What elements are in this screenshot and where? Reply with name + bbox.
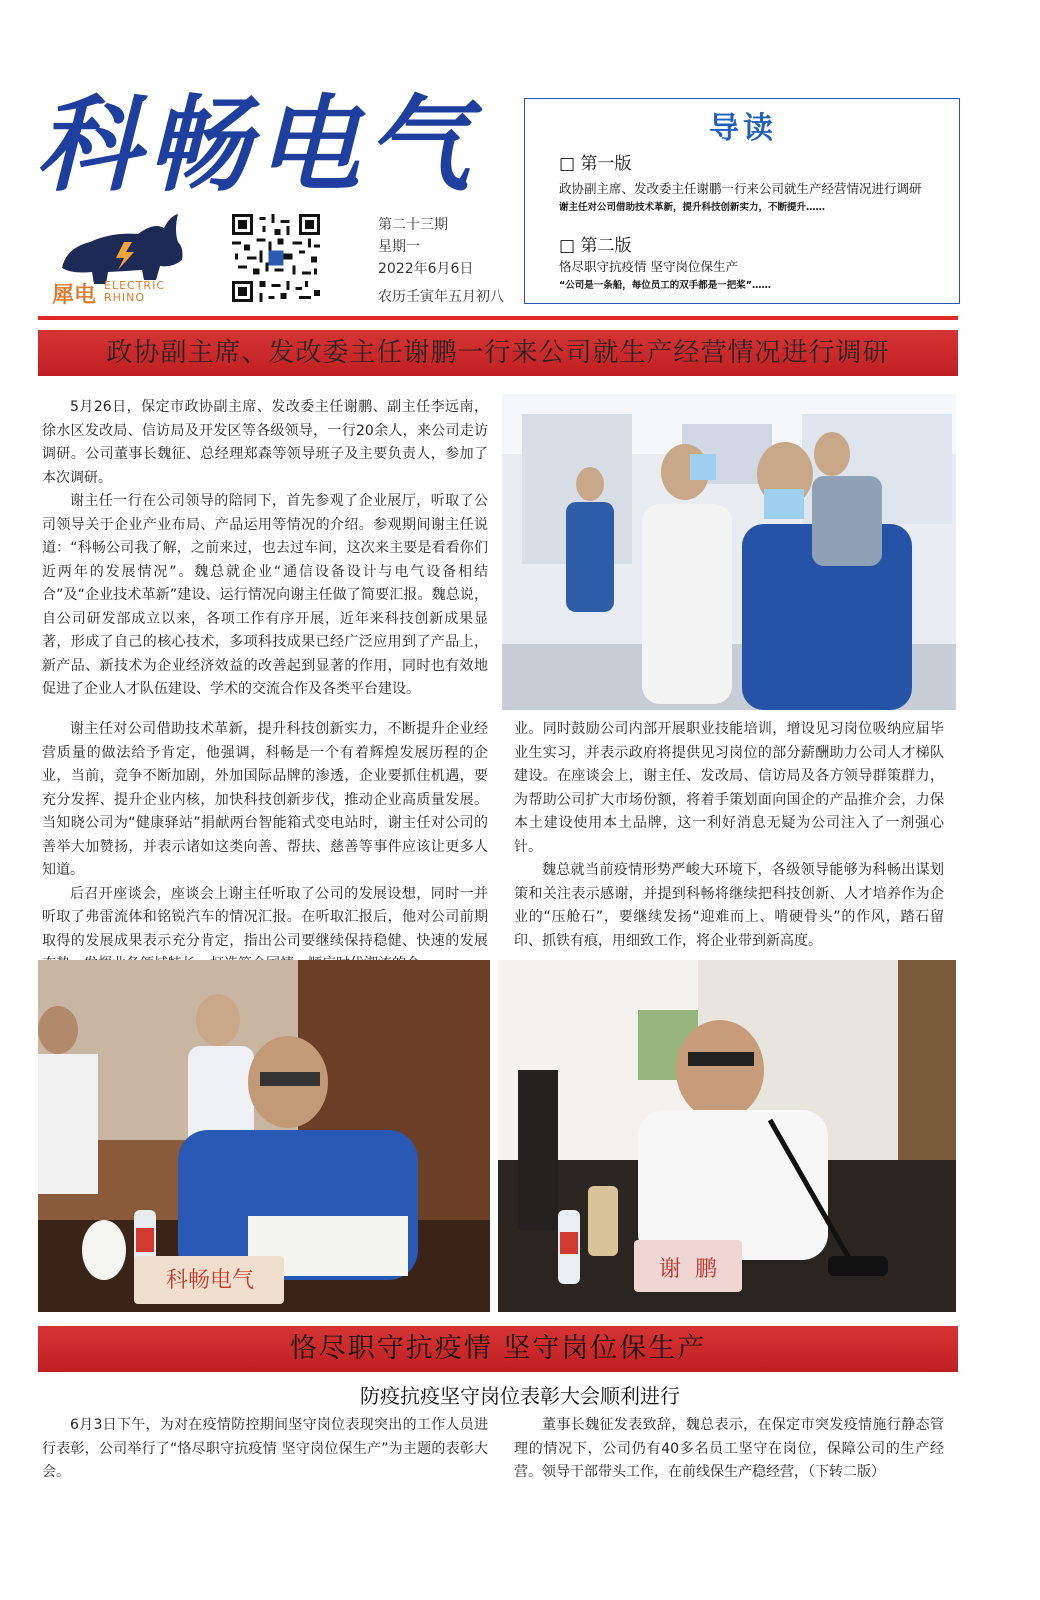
article1-paragraph: 5月26日，保定市政协副主席、发改委主任谢鹏、副主任李远南，徐水区发改局、信访局及开发区等各级领导，一行20余人，来公司走访调研。公司董事长魏征、总经理郑森等领导班子及主要负责人，参加了本次调研。 bbox=[42, 399, 488, 486]
issue-number: 第二十三期 bbox=[378, 217, 448, 233]
issue-lunar-date: 农历壬寅年五月初八 bbox=[378, 289, 504, 305]
guide-section-1-label[interactable]: □ 第一版 bbox=[559, 154, 632, 174]
article2-headline[interactable]: 恪尽职守抗疫情 坚守岗位保生产 bbox=[289, 1333, 707, 1364]
article1-column2 bbox=[514, 718, 944, 953]
article1-column1-bottom bbox=[42, 718, 488, 977]
nameplate-company: 科畅电气 bbox=[165, 1268, 254, 1293]
article1-headline[interactable]: 政协副主席、发改委主任谢鹏一行来公司就生产经营情况进行调研 bbox=[106, 338, 890, 368]
guide-section-2-headline[interactable]: 恪尽职守抗疫情 坚守岗位保生产 bbox=[559, 259, 738, 274]
article1-column1-top bbox=[42, 396, 488, 702]
article2-column1: 6月3日下午，为对在疫情防控期间坚守岗位表现突出的工作人员进行表彰，公司举行了“恪尽职守抗疫情 坚守岗位保生产”为主题的表彰大会。 bbox=[42, 1417, 488, 1480]
article2-subheadline: 防疫抗疫坚守岗位表彰大会顺利进行 bbox=[360, 1384, 680, 1408]
issue-weekday: 星期一 bbox=[378, 239, 420, 255]
article2-headline-banner bbox=[38, 1326, 958, 1372]
guide-title: 导读 bbox=[709, 111, 777, 146]
logo-chinese-text: 犀电 bbox=[52, 283, 97, 308]
logo-english-text bbox=[104, 280, 165, 304]
masthead-title: 科畅电气 bbox=[36, 83, 477, 206]
issue-info bbox=[378, 214, 504, 308]
article1-paragraph: 业。同时鼓励公司内部开展职业技能培训，增设见习岗位吸纳应届毕业生实习，并表示政府将提供见习岗位的部分薪酬助力公司人才梯队建设。在座谈会上，谢主任、发改局、信访局及各方领导群策群力，为帮助公司扩大市场份额，将着手策划面向国企的产品推介会，力保本土建设使用本土品牌，这一利好消息无疑为公司注入了一剂强心针。 bbox=[514, 721, 944, 855]
guide-section-1-headline[interactable]: 政协副主席、发改委主任谢鹏一行来公司就生产经营情况进行调研 bbox=[559, 181, 922, 196]
guide-section-2-teaser: “公司是一条船，每位员工的双手都是一把桨”…… bbox=[559, 280, 771, 291]
article1-paragraph: 后召开座谈会，座谈会上谢主任听取了公司的发展设想，同时一并听取了弗雷流体和铭锐汽车的情况汇报。在听取汇报后，他对公司前期取得的发展成果表示充分肯定，指出公司要继续保持稳健、快速的发展 bbox=[42, 885, 488, 949]
masthead-divider bbox=[38, 316, 958, 320]
logo-en-line1: ELECTRIC bbox=[104, 279, 165, 292]
article2-column2: 董事长魏征发表致辞，魏总表示，在保定市突发疫情施行静态管理的情况下，公司仍有40多名员工坚守在岗位，保障公司的生产经营。领导干部带头工作，在前线保生产稳经营，（下转二版） bbox=[514, 1417, 944, 1480]
guide-section-1-teaser: 谢主任对公司借助技术革新，提升科技创新实力，不断提升…… bbox=[559, 202, 826, 213]
issue-date: 2022年6月6日 bbox=[378, 261, 474, 277]
article1-paragraph: 谢主任一行在公司领导的陪同下，首先参观了企业展厅，听取了公司领导关于企业产业布局、产品运用等情况的介绍。参观期间谢主任说道：“科畅公司我了解，之前来过，也去过车间，这次来主要是看看你们近两年的发展情况”。魏总就企业“通信设备设计与电气设备相结合”及“企业技术革新”建设、运行情况向谢主任做了简要汇报。魏总说，自公司研发部成立以来，各项工作有序开展，近年来科技创新成果显著，形成了自己的核心技术，多项科技成果已经广泛应用到了产品上，新产品、新技术为企业经济效益的改善起到显著的作用，同时也有效地促进了企业人才队伍建设、学术的交流合作及各类平台建设。 bbox=[42, 493, 488, 697]
article1-paragraph: 谢主任对公司借助技术革新，提升科技创新实力，不断提升企业经营质量的做法给予肯定，他强调，科畅是一个有着辉煌发展历程的企业，当前，竞争不断加剧，外加国际品牌的渗透，企业要抓住机遇，要充分发挥、提升企业内核，加快科技创新步伐，推动企业高质量发展。当知晓公司为“健康驿站”捐献两台智能箱式变电站时，谢主任对公司的善举大加赞扬，并表示诸如这类向善、帮扶、慈善等事件应该让更多人知道。 bbox=[42, 721, 488, 878]
meeting-photo-writing bbox=[38, 960, 490, 1312]
logo-en-line2: RHINO bbox=[104, 291, 146, 304]
article1-paragraph: 魏总就当前疫情形势严峻大环境下，各级领导能够为科畅出谋划策和关注表示感谢，并提到科畅将继续把科技创新、人才培养作为企业的“压舱石”，要继续发扬“迎难而上、啃硬骨头”的作风，踏石留印、抓铁有痕，用细致工作，将企业带到新高度。 bbox=[514, 862, 944, 949]
exhibition-hall-photo bbox=[502, 394, 956, 710]
guide-section-2-label[interactable]: □ 第二版 bbox=[559, 236, 632, 256]
qr-code-icon[interactable] bbox=[232, 214, 320, 302]
nameplate-person: 谢 鹏 bbox=[659, 1257, 717, 1282]
guide-box bbox=[524, 98, 960, 304]
article1-headline-banner bbox=[38, 330, 958, 376]
